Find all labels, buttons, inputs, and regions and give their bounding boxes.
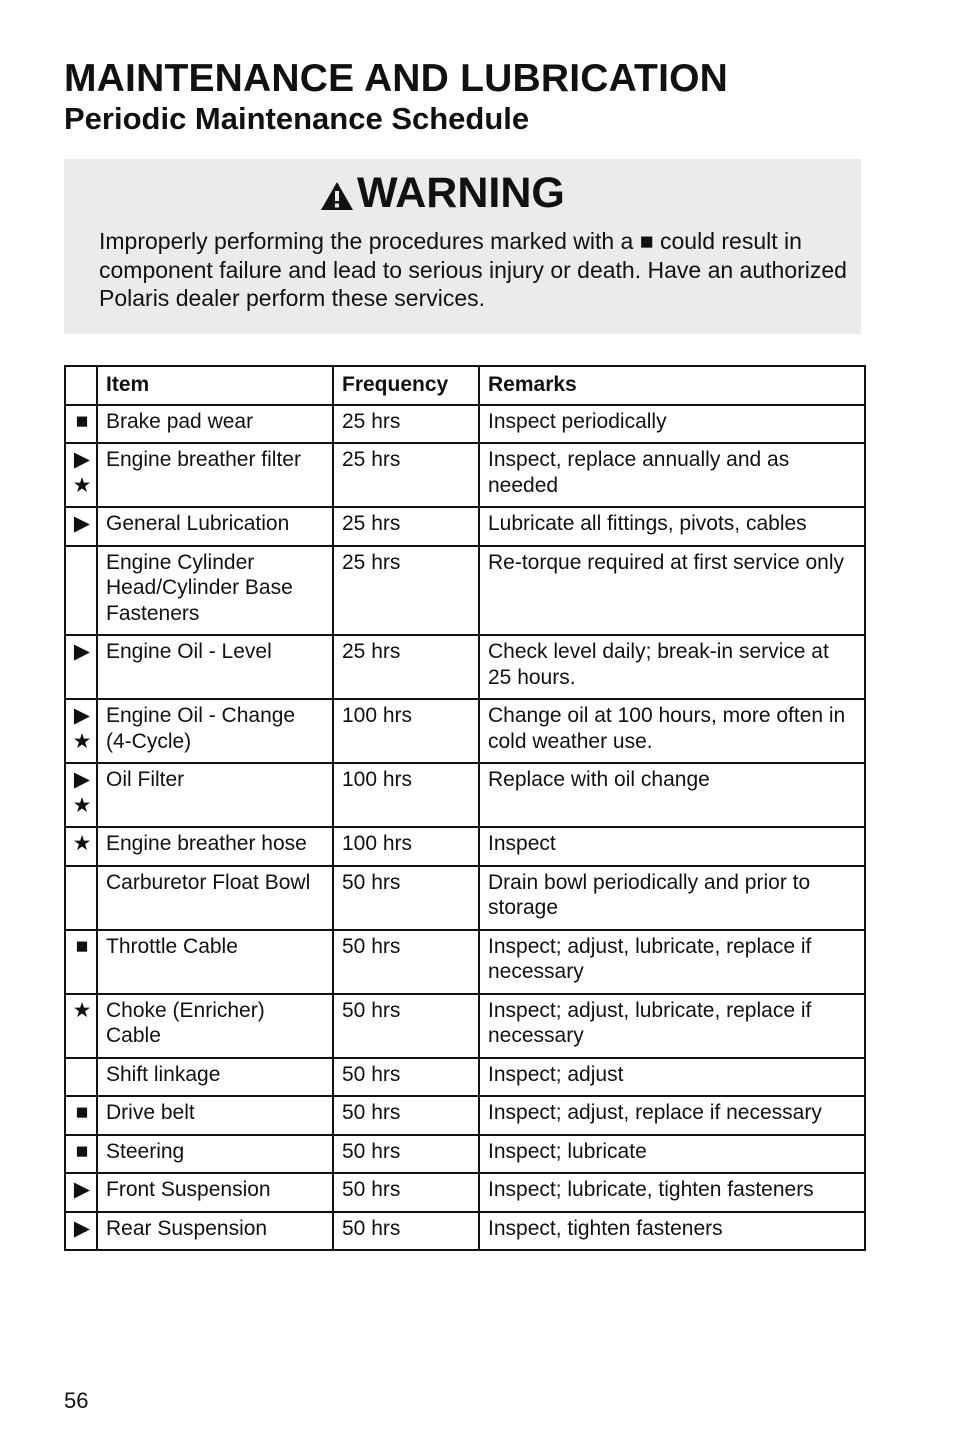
row-remarks: Lubricate all fittings, pivots, cables (479, 507, 865, 546)
table-row (65, 827, 865, 866)
row-remarks: Re-torque required at first service only (479, 546, 865, 636)
row-frequency: 50 hrs (333, 994, 479, 1058)
row-symbols (65, 1058, 97, 1097)
row-item: Engine breather hose (97, 827, 333, 866)
table-row (65, 1096, 865, 1135)
row-symbols (65, 1135, 97, 1174)
row-symbols (65, 1096, 97, 1135)
row-remarks: Inspect; adjust, lubricate, replace if necessary (479, 994, 865, 1058)
service-symbol-icon: ▶ ★ (72, 704, 92, 753)
row-remarks: Inspect; adjust (479, 1058, 865, 1097)
row-symbols (65, 443, 97, 507)
header-remarks: Remarks (479, 366, 865, 405)
row-remarks: Inspect; adjust, lubricate, replace if necessary (479, 930, 865, 994)
row-item: Engine Oil - Level (97, 635, 333, 699)
table-row (65, 699, 865, 763)
row-remarks: Change oil at 100 hours, more often in cold weather use. (479, 699, 865, 763)
row-remarks: Inspect; lubricate (479, 1135, 865, 1174)
row-symbols (65, 546, 97, 636)
table-row (65, 930, 865, 994)
table-row (65, 405, 865, 444)
service-symbol-icon: ▶ (73, 512, 91, 535)
row-item: Choke (Enricher) Cable (97, 994, 333, 1058)
service-symbol-icon: ■ (75, 934, 89, 958)
row-item: Throttle Cable (97, 930, 333, 994)
table-row (65, 443, 865, 507)
row-frequency: 50 hrs (333, 1058, 479, 1097)
row-remarks: Inspect, replace annually and as needed (479, 443, 865, 507)
page-subtitle: Periodic Maintenance Schedule (64, 101, 530, 136)
service-symbol-icon: ▶ (73, 1178, 91, 1201)
page-title: MAINTENANCE AND LUBRICATION (64, 57, 729, 100)
row-remarks: Inspect; adjust, replace if necessary (479, 1096, 865, 1135)
row-frequency: 50 hrs (333, 1096, 479, 1135)
service-symbol-icon: ▶ ★ (72, 768, 92, 817)
row-remarks: Inspect (479, 827, 865, 866)
row-remarks: Drain bowl periodically and prior to storage (479, 866, 865, 930)
header-frequency: Frequency (333, 366, 479, 405)
row-frequency: 100 hrs (333, 763, 479, 827)
row-remarks: Inspect periodically (479, 405, 865, 444)
service-symbol-icon: ★ (72, 998, 92, 1022)
row-item: Brake pad wear (97, 405, 333, 444)
row-remarks: Inspect, tighten fasteners (479, 1212, 865, 1251)
service-symbol-icon: ★ (72, 832, 92, 855)
warning-triangle-icon (319, 180, 355, 212)
warning-box (64, 159, 861, 334)
service-symbol-icon: ■ (75, 1139, 89, 1163)
row-symbols (65, 1173, 97, 1212)
row-item: Engine Oil - Change (4-Cycle) (97, 699, 333, 763)
row-symbols (65, 866, 97, 930)
warning-text: Improperly performing the procedures marked with a ■ could result in component failure and lead to serious injury or death. Have an authorized Polaris dealer perform these services. (99, 228, 847, 311)
row-frequency: 25 hrs (333, 546, 479, 636)
row-item: Drive belt (97, 1096, 333, 1135)
row-symbols (65, 1212, 97, 1251)
table-row (65, 1058, 865, 1097)
service-symbol-icon: ▶ (73, 640, 91, 663)
row-remarks: Inspect; lubricate, tighten fasteners (479, 1173, 865, 1212)
row-item: Steering (97, 1135, 333, 1174)
service-symbol-icon: ▶ (73, 1216, 91, 1240)
row-item: Front Suspension (97, 1173, 333, 1212)
row-frequency: 25 hrs (333, 443, 479, 507)
row-item: Engine Cylinder Head/Cylinder Base Fasteners (97, 546, 333, 636)
row-frequency: 100 hrs (333, 699, 479, 763)
service-symbol-icon: ▶ ★ (72, 448, 92, 497)
warning-title: WARNING (357, 169, 565, 217)
row-frequency: 50 hrs (333, 1135, 479, 1174)
row-symbols (65, 699, 97, 763)
row-frequency: 25 hrs (333, 635, 479, 699)
row-symbols (65, 405, 97, 444)
row-symbols (65, 763, 97, 827)
table-row (65, 546, 865, 636)
row-symbols (65, 994, 97, 1058)
row-item: Rear Suspension (97, 1212, 333, 1251)
warning-heading (319, 167, 565, 219)
row-item: Carburetor Float Bowl (97, 866, 333, 930)
table-row (65, 635, 865, 699)
row-item: Shift linkage (97, 1058, 333, 1097)
row-frequency: 25 hrs (333, 405, 479, 444)
row-item: Oil Filter (97, 763, 333, 827)
row-item: General Lubrication (97, 507, 333, 546)
row-item: Engine breather filter (97, 443, 333, 507)
maintenance-schedule-table (64, 365, 866, 1251)
table-row (65, 994, 865, 1058)
table-row (65, 763, 865, 827)
row-frequency: 50 hrs (333, 930, 479, 994)
service-symbol-icon: ■ (75, 409, 89, 433)
table-header-row (65, 366, 865, 405)
row-remarks: Check level daily; break-in service at 25 hours. (479, 635, 865, 699)
row-symbols (65, 930, 97, 994)
service-symbol-icon: ■ (75, 1101, 89, 1124)
row-frequency: 25 hrs (333, 507, 479, 546)
row-frequency: 50 hrs (333, 1173, 479, 1212)
row-symbols (65, 507, 97, 546)
table-row (65, 507, 865, 546)
header-symbol (65, 366, 97, 405)
row-frequency: 100 hrs (333, 827, 479, 866)
table-row (65, 1135, 865, 1174)
table-row (65, 866, 865, 930)
row-frequency: 50 hrs (333, 1212, 479, 1251)
row-symbols (65, 827, 97, 866)
table-row (65, 1212, 865, 1251)
row-frequency: 50 hrs (333, 866, 479, 930)
row-remarks: Replace with oil change (479, 763, 865, 827)
page-number: 56 (64, 1388, 89, 1413)
row-symbols (65, 635, 97, 699)
header-item: Item (97, 366, 333, 405)
table-row (65, 1173, 865, 1212)
